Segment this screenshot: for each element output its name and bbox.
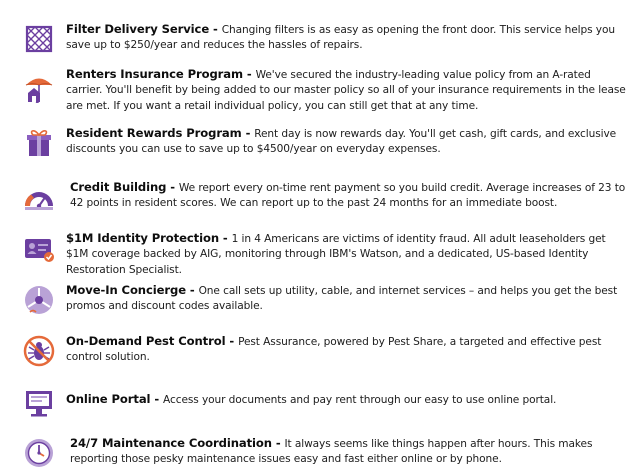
service-description: It always seems like things happen after hours. This makes reporting those pesky maintenance issues easy and fast either online or by phone. <box>70 438 593 466</box>
filter-icon <box>22 22 56 56</box>
service-text <box>70 180 630 212</box>
service-title: Resident Rewards Program <box>66 126 242 140</box>
title-separator: - <box>243 67 256 81</box>
service-description: One call sets up utility, cable, and internet services – and helps you get the best promos and discount codes available. <box>66 285 618 313</box>
service-text <box>66 283 626 315</box>
service-text <box>66 231 626 278</box>
service-description: Changing filters is as easy as opening the front door. This service helps you save up to $250/year and reduces the hassles of repairs. <box>66 24 615 52</box>
service-text <box>66 126 626 158</box>
service-description: We've secured the industry-leading value policy from an A-rated carrier. You'll benefit by being added to our master policy so all of your insurance requirements in the lease are met. If you want a retail individual policy, you can still get that at any time. <box>66 69 626 112</box>
service-description: Rent day is now rewards day. You'll get cash, gift cards, and exclusive discounts you can use to save up to $4500/year on everyday expenses. <box>66 128 617 156</box>
title-separator: - <box>185 283 199 297</box>
service-description: Pest Assurance, powered by Pest Share, a targeted and effective pest control solution. <box>66 336 602 364</box>
computer-icon <box>22 386 56 420</box>
service-text <box>70 436 630 468</box>
gauge-icon <box>22 182 56 216</box>
service-title: Credit Building <box>70 180 167 194</box>
no-bug-icon <box>22 334 56 368</box>
id-card-icon <box>22 231 56 265</box>
title-separator: - <box>241 126 255 140</box>
gift-icon <box>22 126 56 160</box>
service-text <box>66 67 626 114</box>
service-title: Filter Delivery Service <box>66 22 210 36</box>
title-separator: - <box>209 22 222 36</box>
service-text <box>66 22 626 54</box>
service-description: We report every on-time rent payment so you build credit. Average increases of 23 to 42 points in resident scores. We can report up to the past 24 months for an immediate boost. <box>70 182 626 210</box>
umbrella-house-icon <box>22 71 56 105</box>
service-title: 24/7 Maintenance Coordination <box>70 436 272 450</box>
service-text <box>66 334 626 366</box>
service-description: Access your documents and pay rent through our easy to use online portal. <box>163 394 557 406</box>
title-separator: - <box>166 180 179 194</box>
title-separator: - <box>271 436 285 450</box>
service-title: $1M Identity Protection <box>66 231 219 245</box>
service-title: Online Portal <box>66 392 151 406</box>
service-text <box>66 392 626 408</box>
plug-icon <box>22 283 56 317</box>
clock-icon <box>22 436 56 470</box>
service-title: Move-In Concierge <box>66 283 186 297</box>
title-separator: - <box>225 334 239 348</box>
service-description: 1 in 4 Americans are victims of identity fraud. All adult leaseholders get $1M coverage backed by AIG, monitoring through IBM's Watson, and a dedicated, US-based Identity Restoration Specialist. <box>66 233 606 276</box>
service-title: On-Demand Pest Control <box>66 334 226 348</box>
service-title: Renters Insurance Program <box>66 67 243 81</box>
title-separator: - <box>218 231 232 245</box>
title-separator: - <box>150 392 164 406</box>
